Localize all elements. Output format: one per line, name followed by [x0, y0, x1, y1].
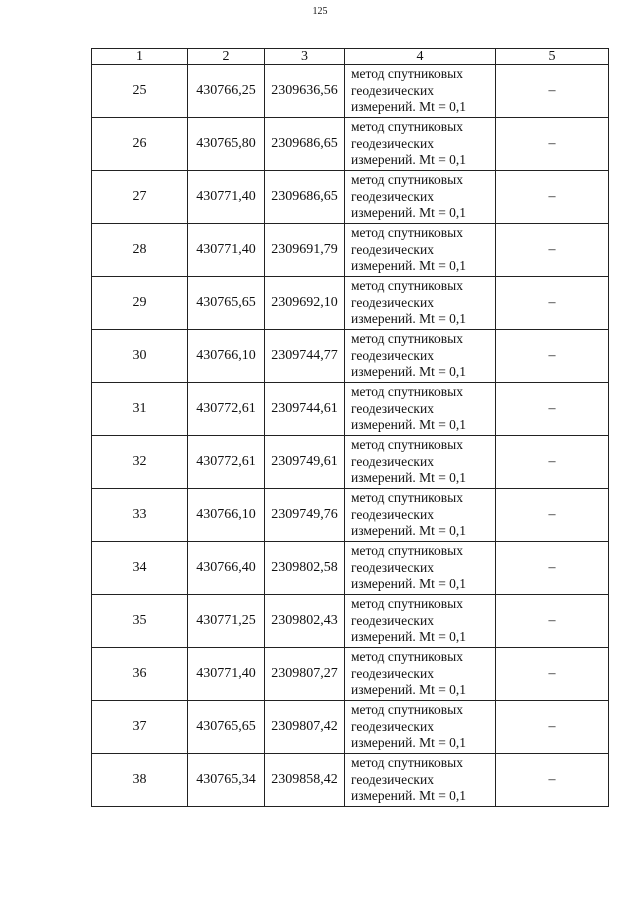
- x-coordinate-cell: 430766,40: [188, 542, 265, 595]
- method-cell: [345, 701, 496, 754]
- method-line-1: метод спутниковых: [351, 596, 463, 612]
- table-row: [92, 648, 609, 701]
- method-cell: [345, 171, 496, 224]
- table-row: [92, 701, 609, 754]
- x-coordinate-cell: 430771,40: [188, 224, 265, 277]
- table-row: [92, 489, 609, 542]
- method-line-3: измерений. Mt = 0,1: [351, 311, 467, 327]
- column-5-cell: –: [496, 277, 609, 330]
- method-line-1: метод спутниковых: [351, 119, 463, 135]
- y-coordinate-cell: 2309807,42: [265, 701, 345, 754]
- point-number-cell: 33: [92, 489, 188, 542]
- method-line-2: геодезических: [351, 559, 434, 575]
- table-row: [92, 277, 609, 330]
- column-5-cell: –: [496, 701, 609, 754]
- table-row: [92, 595, 609, 648]
- y-coordinate-cell: 2309744,61: [265, 383, 345, 436]
- method-line-3: измерений. Mt = 0,1: [351, 576, 467, 592]
- method-line-2: геодезических: [351, 347, 434, 363]
- page-number: 125: [312, 6, 328, 17]
- coordinates-table: [91, 48, 609, 807]
- method-line-1: метод спутниковых: [351, 278, 463, 294]
- method-line-3: измерений. Mt = 0,1: [351, 788, 467, 804]
- column-5-cell: –: [496, 224, 609, 277]
- method-line-3: измерений. Mt = 0,1: [351, 629, 467, 645]
- y-coordinate-cell: 2309686,65: [265, 171, 345, 224]
- method-line-2: геодезических: [351, 82, 434, 98]
- y-coordinate-cell: 2309802,58: [265, 542, 345, 595]
- method-line-3: измерений. Mt = 0,1: [351, 523, 467, 539]
- x-coordinate-cell: 430771,40: [188, 171, 265, 224]
- column-5-cell: –: [496, 436, 609, 489]
- point-number-cell: 28: [92, 224, 188, 277]
- method-line-3: измерений. Mt = 0,1: [351, 152, 467, 168]
- y-coordinate-cell: 2309691,79: [265, 224, 345, 277]
- method-line-3: измерений. Mt = 0,1: [351, 205, 467, 221]
- method-cell: [345, 595, 496, 648]
- column-5-cell: –: [496, 595, 609, 648]
- method-line-1: метод спутниковых: [351, 490, 463, 506]
- column-5-cell: –: [496, 754, 609, 807]
- y-coordinate-cell: 2309636,56: [265, 65, 345, 118]
- point-number-cell: 32: [92, 436, 188, 489]
- method-line-3: измерений. Mt = 0,1: [351, 364, 467, 380]
- method-line-2: геодезических: [351, 294, 434, 310]
- point-number-cell: 35: [92, 595, 188, 648]
- method-cell: [345, 383, 496, 436]
- method-line-1: метод спутниковых: [351, 225, 463, 241]
- y-coordinate-cell: 2309749,76: [265, 489, 345, 542]
- method-line-1: метод спутниковых: [351, 755, 463, 771]
- method-line-2: геодезических: [351, 453, 434, 469]
- header-row: [92, 49, 609, 65]
- y-coordinate-cell: 2309807,27: [265, 648, 345, 701]
- method-cell: [345, 330, 496, 383]
- method-cell: [345, 489, 496, 542]
- table-body: [92, 65, 609, 807]
- method-line-2: геодезических: [351, 665, 434, 681]
- method-line-3: измерений. Mt = 0,1: [351, 258, 467, 274]
- method-line-2: геодезических: [351, 718, 434, 734]
- x-coordinate-cell: 430772,61: [188, 383, 265, 436]
- x-coordinate-cell: 430765,80: [188, 118, 265, 171]
- method-line-2: геодезических: [351, 771, 434, 787]
- x-coordinate-cell: 430771,25: [188, 595, 265, 648]
- point-number-cell: 31: [92, 383, 188, 436]
- y-coordinate-cell: 2309692,10: [265, 277, 345, 330]
- method-line-2: геодезических: [351, 241, 434, 257]
- method-cell: [345, 754, 496, 807]
- y-coordinate-cell: 2309686,65: [265, 118, 345, 171]
- point-number-cell: 36: [92, 648, 188, 701]
- point-number-cell: 27: [92, 171, 188, 224]
- column-5-cell: –: [496, 118, 609, 171]
- point-number-cell: 38: [92, 754, 188, 807]
- method-line-2: геодезических: [351, 400, 434, 416]
- point-number-cell: 34: [92, 542, 188, 595]
- method-line-3: измерений. Mt = 0,1: [351, 735, 467, 751]
- header-col-5: 5: [496, 49, 609, 65]
- table-row: [92, 542, 609, 595]
- point-number-cell: 25: [92, 65, 188, 118]
- method-cell: [345, 277, 496, 330]
- header-col-2: 2: [188, 49, 265, 65]
- x-coordinate-cell: 430765,65: [188, 277, 265, 330]
- method-line-3: измерений. Mt = 0,1: [351, 470, 467, 486]
- header-col-3: 3: [265, 49, 345, 65]
- y-coordinate-cell: 2309802,43: [265, 595, 345, 648]
- method-cell: [345, 436, 496, 489]
- method-cell: [345, 648, 496, 701]
- table-row: [92, 754, 609, 807]
- method-line-1: метод спутниковых: [351, 649, 463, 665]
- x-coordinate-cell: 430772,61: [188, 436, 265, 489]
- method-line-3: измерений. Mt = 0,1: [351, 99, 467, 115]
- x-coordinate-cell: 430765,34: [188, 754, 265, 807]
- table-row: [92, 224, 609, 277]
- method-line-3: измерений. Mt = 0,1: [351, 417, 467, 433]
- table-row: [92, 383, 609, 436]
- y-coordinate-cell: 2309858,42: [265, 754, 345, 807]
- method-line-1: метод спутниковых: [351, 172, 463, 188]
- table-row: [92, 65, 609, 118]
- table-row: [92, 118, 609, 171]
- method-line-1: метод спутниковых: [351, 331, 463, 347]
- header-col-4: 4: [345, 49, 496, 65]
- x-coordinate-cell: 430771,40: [188, 648, 265, 701]
- column-5-cell: –: [496, 383, 609, 436]
- method-line-3: измерений. Mt = 0,1: [351, 682, 467, 698]
- method-line-2: геодезических: [351, 612, 434, 628]
- method-cell: [345, 542, 496, 595]
- header-col-1: 1: [92, 49, 188, 65]
- y-coordinate-cell: 2309749,61: [265, 436, 345, 489]
- column-5-cell: –: [496, 648, 609, 701]
- method-line-1: метод спутниковых: [351, 384, 463, 400]
- table-header: [92, 49, 609, 65]
- x-coordinate-cell: 430766,25: [188, 65, 265, 118]
- x-coordinate-cell: 430766,10: [188, 330, 265, 383]
- method-line-1: метод спутниковых: [351, 437, 463, 453]
- method-cell: [345, 118, 496, 171]
- table-row: [92, 330, 609, 383]
- method-cell: [345, 224, 496, 277]
- column-5-cell: –: [496, 542, 609, 595]
- x-coordinate-cell: 430765,65: [188, 701, 265, 754]
- table-row: [92, 171, 609, 224]
- method-cell: [345, 65, 496, 118]
- point-number-cell: 30: [92, 330, 188, 383]
- point-number-cell: 26: [92, 118, 188, 171]
- point-number-cell: 37: [92, 701, 188, 754]
- method-line-1: метод спутниковых: [351, 543, 463, 559]
- column-5-cell: –: [496, 65, 609, 118]
- method-line-2: геодезических: [351, 188, 434, 204]
- method-line-1: метод спутниковых: [351, 66, 463, 82]
- method-line-2: геодезических: [351, 506, 434, 522]
- column-5-cell: –: [496, 171, 609, 224]
- table-row: [92, 436, 609, 489]
- x-coordinate-cell: 430766,10: [188, 489, 265, 542]
- point-number-cell: 29: [92, 277, 188, 330]
- y-coordinate-cell: 2309744,77: [265, 330, 345, 383]
- method-line-1: метод спутниковых: [351, 702, 463, 718]
- column-5-cell: –: [496, 330, 609, 383]
- method-line-2: геодезических: [351, 135, 434, 151]
- column-5-cell: –: [496, 489, 609, 542]
